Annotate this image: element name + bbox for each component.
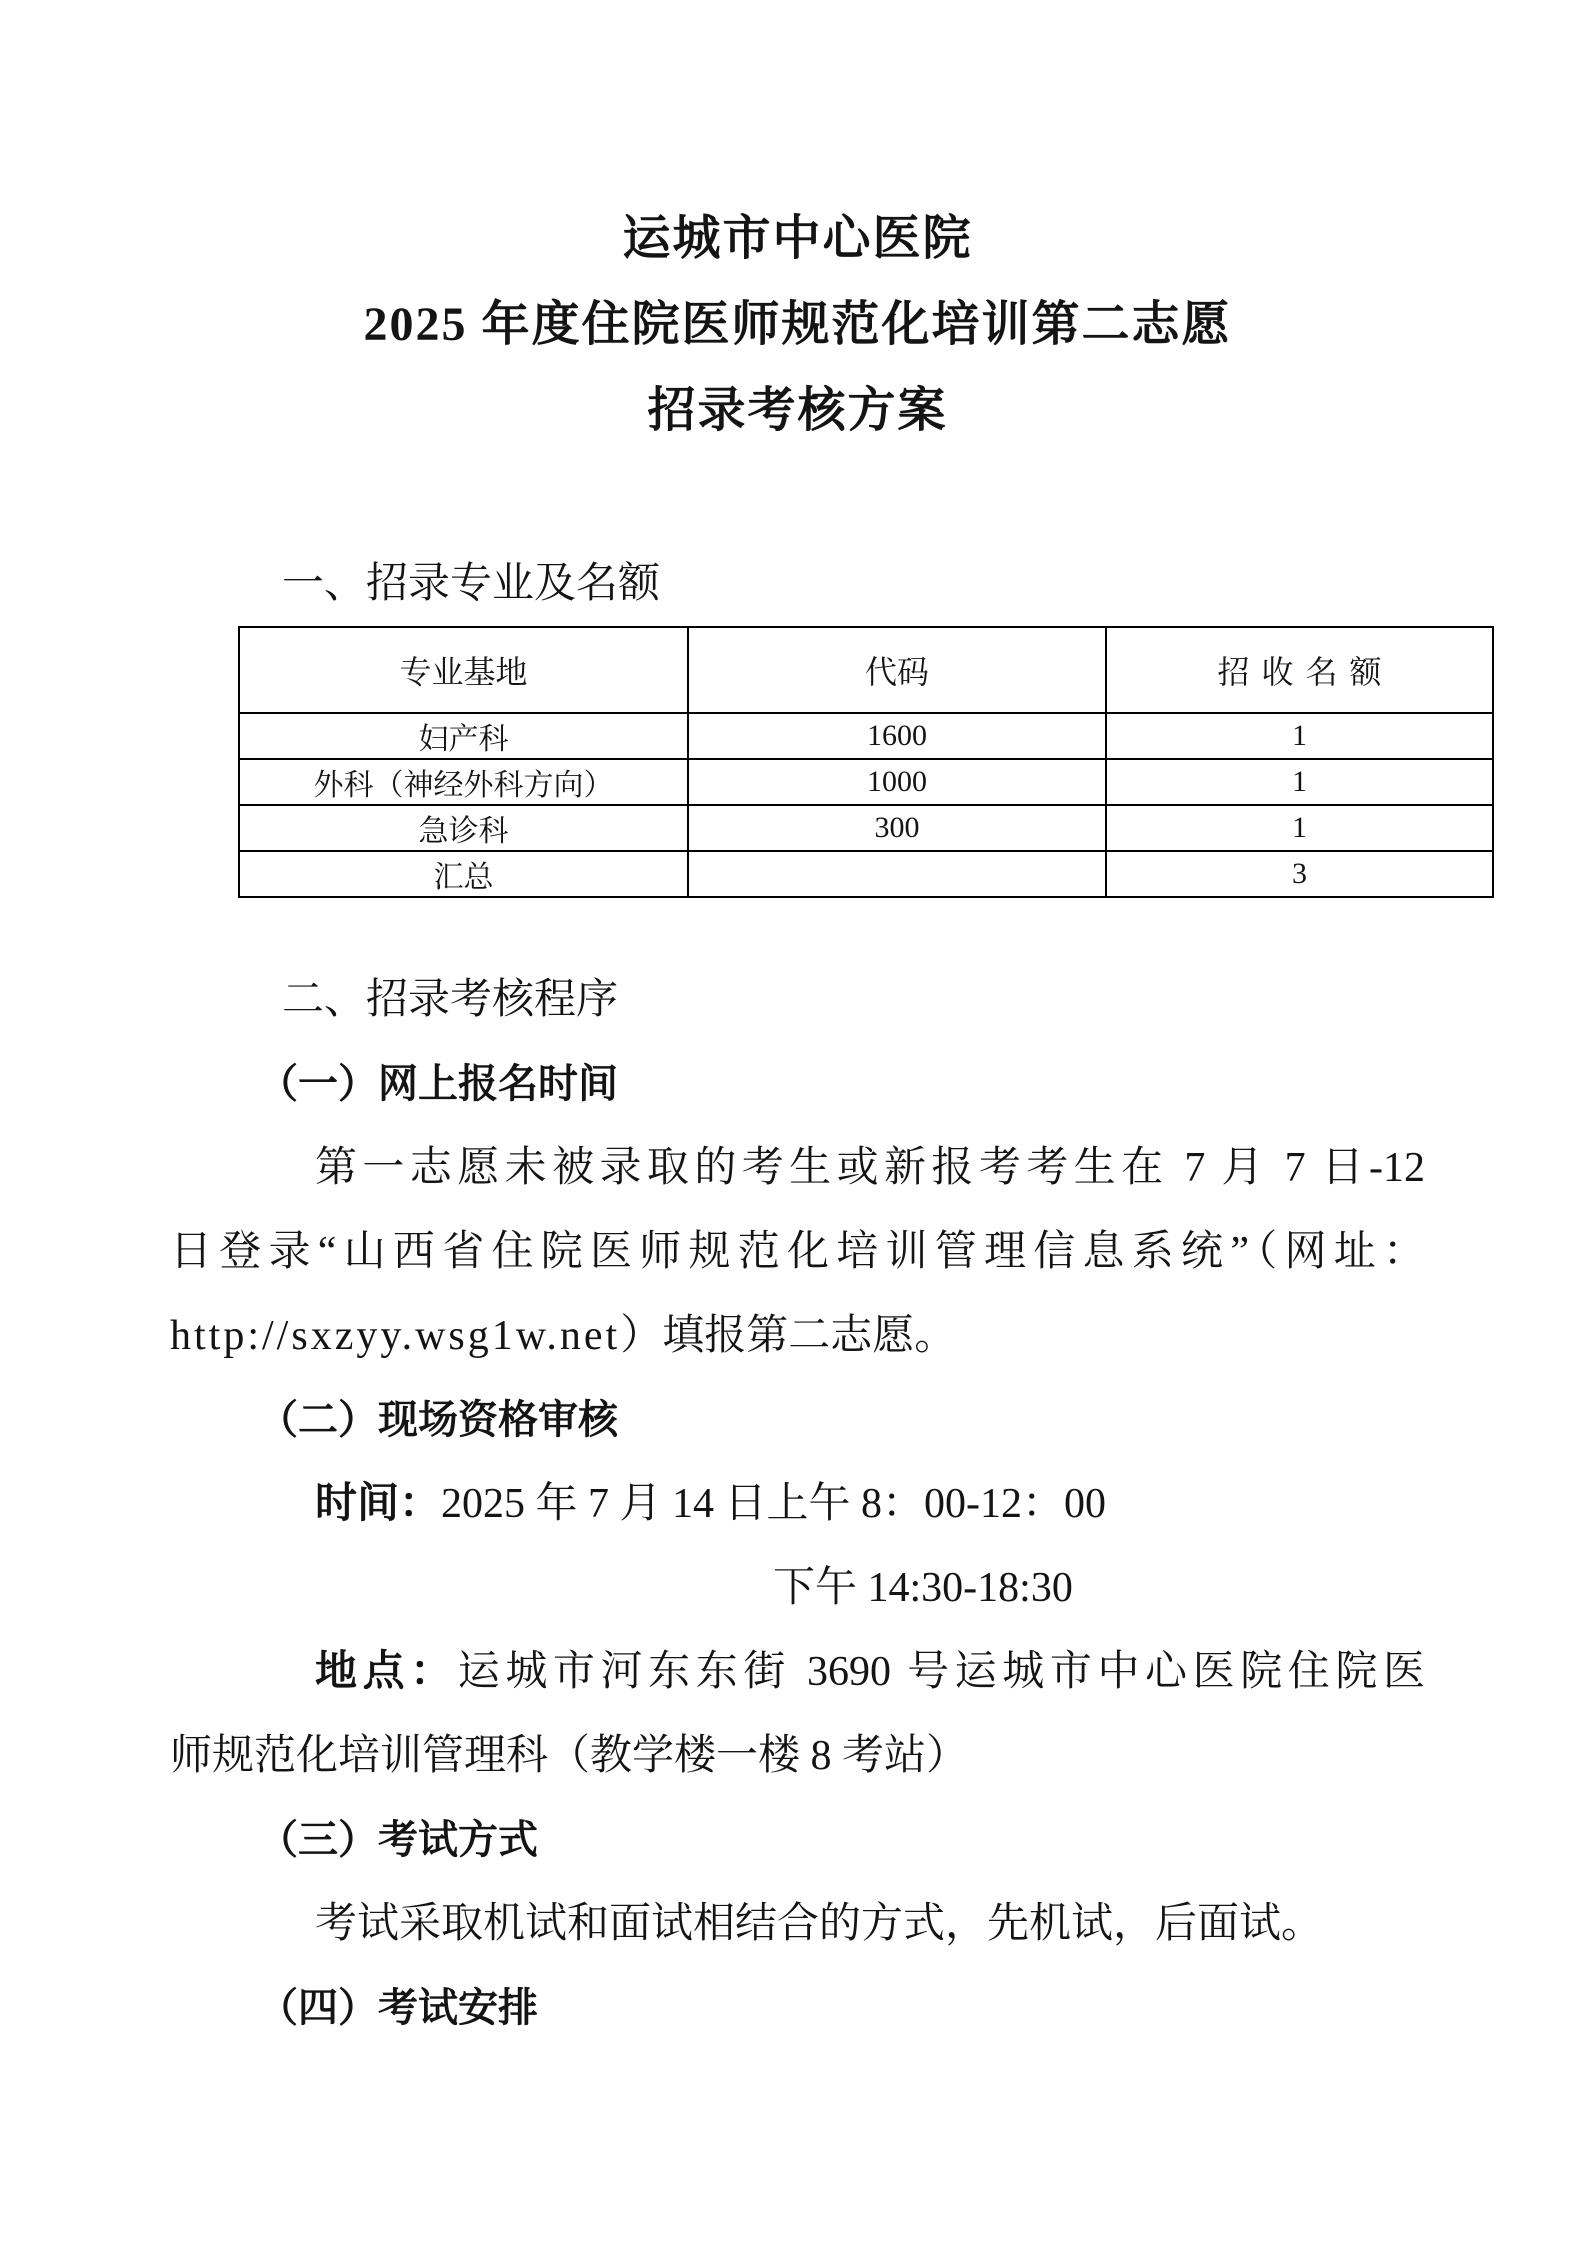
document-content (170, 542, 1425, 2050)
place-value: 运城市河东东街 3690 号运城市中心医院住院医 (457, 1649, 1425, 1695)
review-place-line2: 师规范化培训管理科（教学楼一楼 8 考站） (170, 1733, 969, 1779)
col-header-quota: 招收名额 (1106, 627, 1493, 713)
title-line-program: 2025 年度住院医师规范化培训第二志愿 (363, 298, 1232, 351)
table-row (239, 851, 1493, 897)
section2 (170, 958, 1425, 2050)
registration-url: http://sxzyy.wsg1w.net (170, 1313, 621, 1359)
time-value: 2025 年 7 月 14 日上午 8：00-12：00 (441, 1481, 1107, 1527)
review-time-pm: 下午 14:30-18:30 (773, 1565, 1073, 1611)
sub1-heading: （一）网上报名时间 (258, 1062, 618, 1106)
table-cell: 1 (1106, 759, 1493, 805)
section2-heading: 二、招录考核程序 (282, 977, 619, 1023)
title-line-plan: 招录考核方案 (647, 384, 948, 437)
table-row (239, 713, 1493, 759)
table-cell: 1 (1106, 713, 1493, 759)
table-cell: 300 (688, 805, 1106, 851)
sub3-heading: （三）考试方式 (258, 1818, 538, 1862)
col-header-specialty: 专业基地 (239, 627, 688, 713)
sub1-paragraph-line3 (170, 1294, 1425, 1378)
section1-heading: 一、招录专业及名额 (282, 561, 661, 607)
table-cell: 外科（神经外科方向） (239, 759, 688, 805)
sub4-heading: （四）考试安排 (258, 1986, 538, 2030)
title-line-hospital: 运城市中心医院 (622, 212, 973, 265)
table-cell: 3 (1106, 851, 1493, 897)
table-cell: 1000 (688, 759, 1106, 805)
table-row (239, 805, 1493, 851)
table-cell: 1 (1106, 805, 1493, 851)
col-header-code: 代码 (688, 627, 1106, 713)
table-cell: 妇产科 (239, 713, 688, 759)
time-label: 时间： (315, 1481, 442, 1527)
table-cell: 急诊科 (239, 805, 688, 851)
place-label: 地点： (315, 1649, 458, 1695)
quota-table (238, 626, 1494, 898)
sub3-body: 考试采取机试和面试相结合的方式，先机试，后面试。 (315, 1901, 1324, 1947)
sub1-paragraph-line2: 日登录“山西省住院医师规范化培训管理信息系统”（网址： (170, 1229, 1425, 1275)
review-place-line1 (170, 1630, 1425, 1714)
table-cell: 1600 (688, 713, 1106, 759)
table-row (239, 759, 1493, 805)
review-time-line (170, 1462, 1570, 1546)
sub1-paragraph-line1: 第一志愿未被录取的考生或新报考考生在 7 月 7 日-12 (315, 1145, 1425, 1191)
document-title (170, 196, 1425, 454)
table-cell: 汇总 (239, 851, 688, 897)
table-header-row (239, 627, 1493, 713)
sub2-heading: （二）现场资格审核 (258, 1398, 618, 1442)
table-cell (688, 851, 1106, 897)
sub1-paragraph-line3-rest: ）填报第二志愿。 (620, 1313, 957, 1359)
